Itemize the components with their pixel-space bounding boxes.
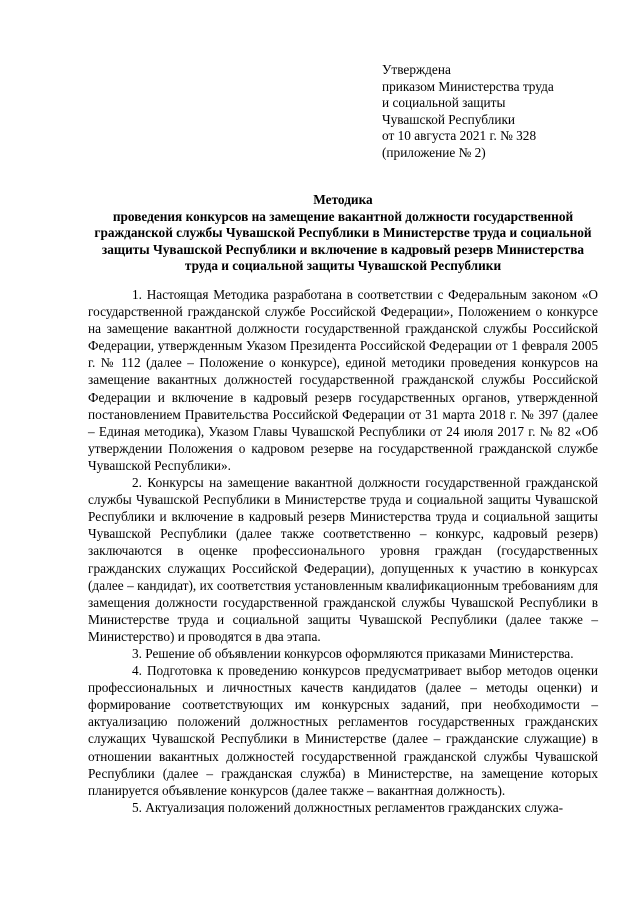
document-subtitle: проведения конкурсов на замещение вакантной должности государственной гражданской службы Чувашской Республики в Министерстве труда и социальной защиты Чувашской Республики и включение в кадровый резерв Министерства труда и социальной защиты Чувашской Республики (94, 208, 592, 274)
paragraph-4: 4. Подготовка к проведению конкурсов предусматривает выбор методов оценки профессиональных и личностных качеств кандидатов (далее – методы оценки) и формирование соответствующих им конкурсных заданий, при необходимости – актуализацию положений должностных регламентов государственных гражданских служащих Чувашской Республики в Министерстве (далее – гражданские служащие) в отношении вакантных должностей государственной гражданской службы Чувашской Республики (далее – гражданская служба) в Министерстве, на замещение которых планируется объявление конкурсов (далее также – вакантная должность). (88, 663, 598, 798)
paragraph-5: 5. Актуализация положений должностных регламентов гражданских служа- (132, 799, 564, 815)
paragraph-2: 2. Конкурсы на замещение вакантной должности государственной гражданской службы Чувашской Республики в Министерстве труда и социальной защиты Чувашской Республики и включение в кадровый резерв Министерства труда и социальной защиты Чувашской Республики (далее также соответственно – конкурс, кадровый резерв) заключаются в оценке профессионального уровня граждан (государственных гражданских служащих Российской Федерации), допущенных к участию в конкурсах (далее – кандидат), их соответствия установленным квалификационным требованиям для замещения должности государственной гражданской службы Чувашской Республики в Министерстве труда и социальной защиты Чувашской Республики (далее также – Министерство) и проводятся в два этапа. (88, 475, 598, 644)
paragraph-3: 3. Решение об объявлении конкурсов оформляются приказами Министерства. (132, 645, 574, 661)
approval-stamp-text: Утверждена приказом Министерства труда и социальной защиты Чувашской Республики от 10 августа 2021 г. № 328 (приложение № 2) (382, 62, 554, 160)
document-body (88, 286, 598, 816)
paragraph-1: 1. Настоящая Методика разработана в соответствии с Федеральным законом «О государственной гражданской службе Российской Федерации», Положением о конкурсе на замещение вакантной должности государственной гражданской службы Российской Федерации, утвержденным Указом Президента Российской Федерации от 1 февраля 2005 г. № 112 (далее – Положение о конкурсе), единой методики проведения конкурсов на замещение вакантных должностей государственной гражданской службы Российской Федерации и включение в кадровый резерв государственных органов, утвержденной постановлением Правительства Российской Федерации от 31 марта 2018 г. № 397 (далее – Единая методика), Указом Главы Чувашской Республики от 24 июля 2017 г. № 82 «Об утверждении Положения о кадровом резерве на государственной гражданской службе Чувашской Республики». (88, 287, 598, 473)
document-title-block (88, 192, 598, 275)
document-heading: Методика (313, 192, 373, 207)
